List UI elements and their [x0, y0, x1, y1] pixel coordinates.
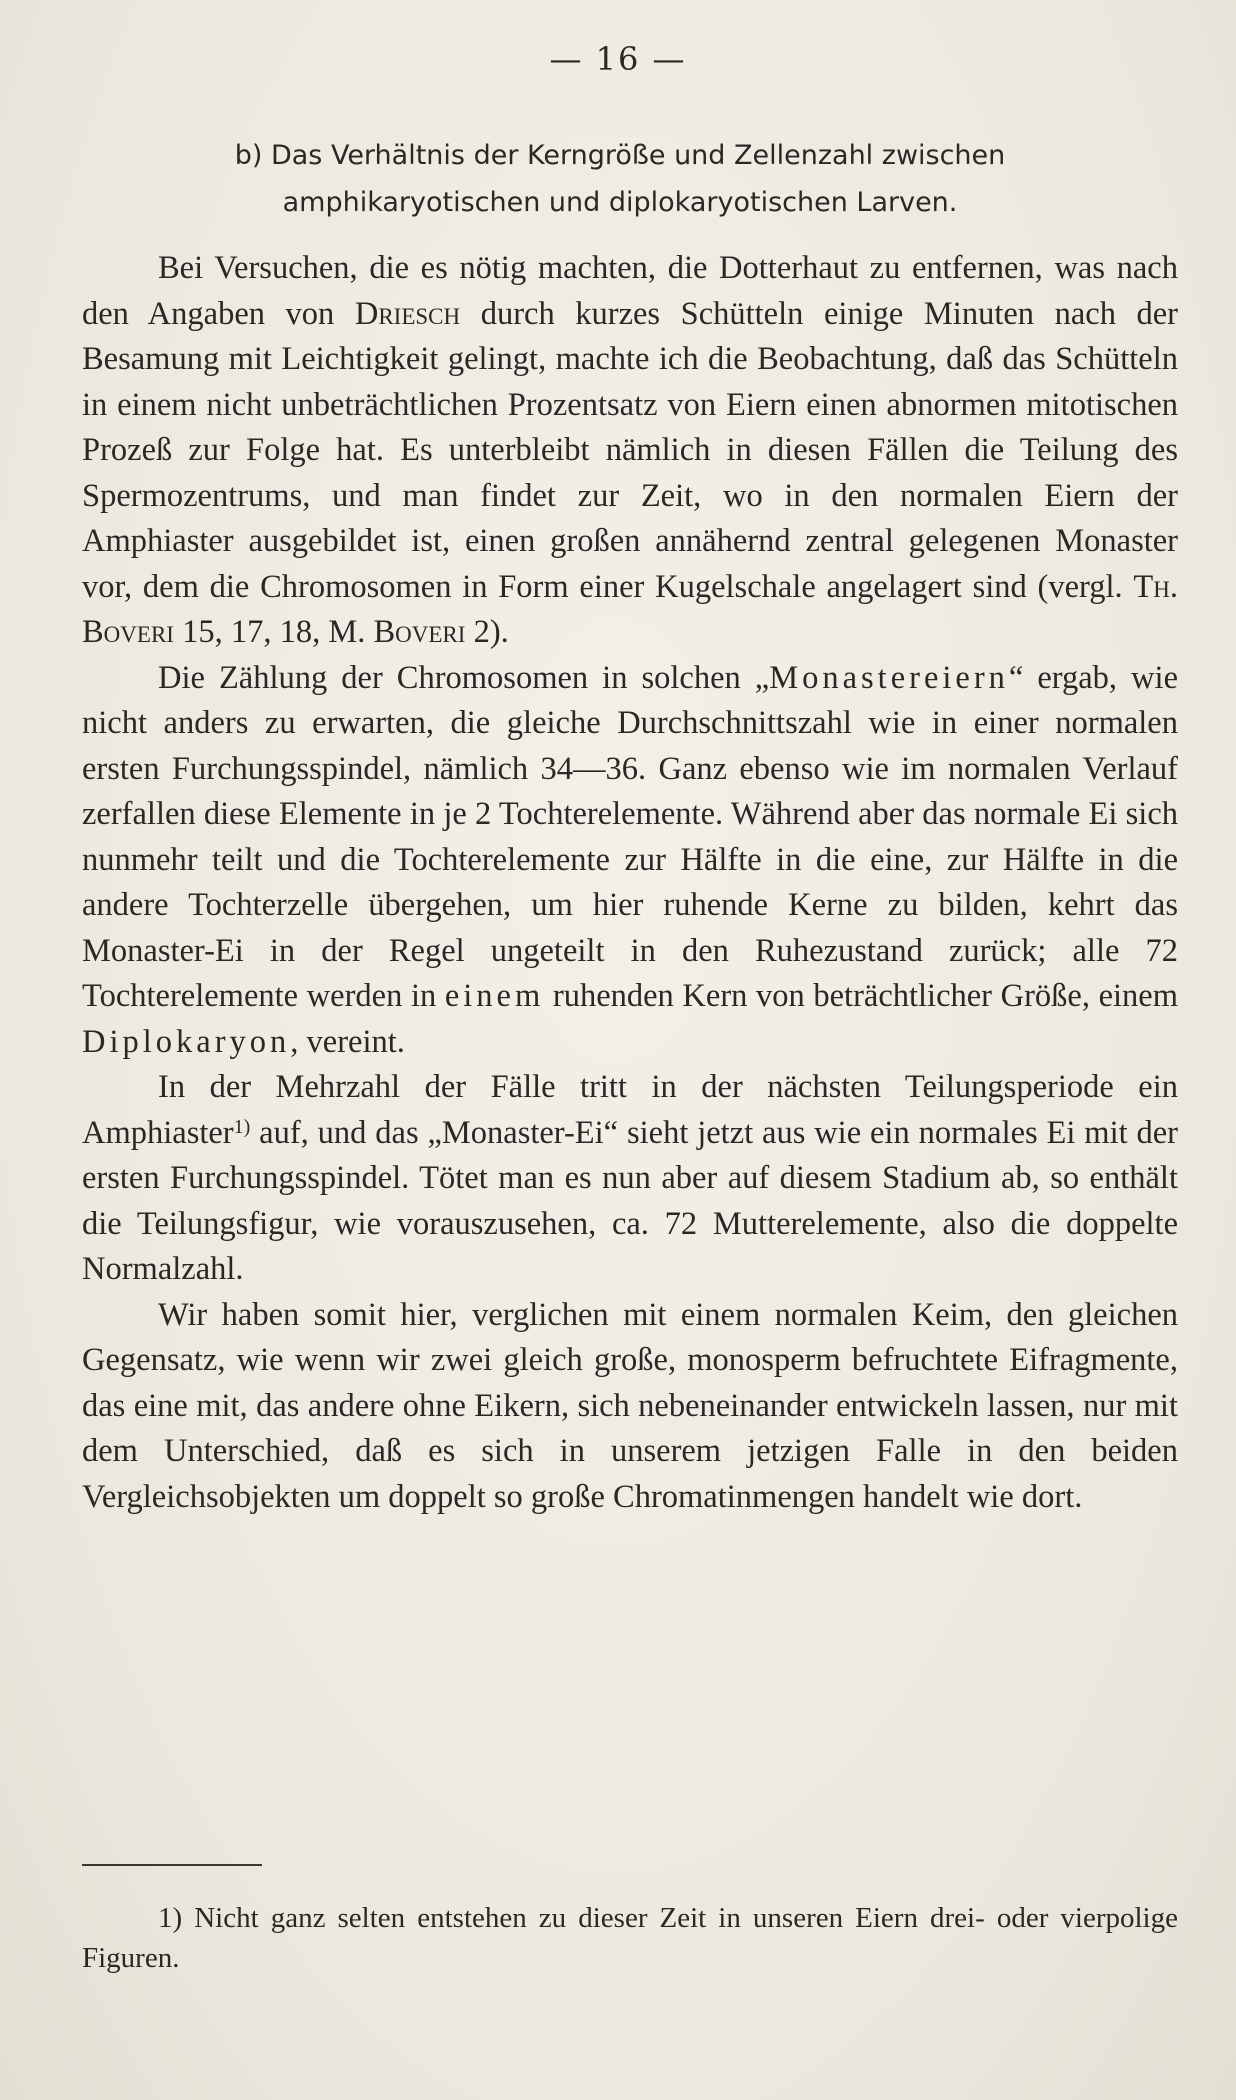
spaced-term-einem: einem	[444, 978, 545, 1014]
paragraph-2	[82, 656, 1178, 1066]
footnote-marker: 1)	[158, 1902, 183, 1934]
paragraph-4: Wir haben somit hier, verglichen mit einem normalen Keim, den gleichen Gegensatz, wie wenn wir zwei gleich große, monosperm befruchtete Eifragmente, das eine mit, das andere ohne Eikern, sich nebeneinander entwickeln lassen, nur mit dem Unterschied, daß es sich in unserem jetzigen Falle in den beiden Vergleichsobjekten um doppelt so große Chromatinmengen handelt wie dort.	[82, 1296, 1178, 1515]
text-run: 2).	[465, 614, 509, 650]
text-run: 15, 17, 18, M.	[173, 614, 374, 650]
paragraph-3	[82, 1065, 1178, 1293]
section-heading	[120, 132, 1120, 226]
text-run: durch kurzes Schütteln einige Minuten nach der Besamung mit Leichtigkeit gelingt, machte ich die Beobachtung, daß das Schütteln in einem nicht unbeträchtlichen Prozentsatz von Eiern einen abnormen mitotischen Prozeß zur Folge hat. Es unterbleibt nämlich in diesen Fällen die Teilung des Spermozentrums, und man findet zur Zeit, wo in den normalen Eiern der Amphiaster ausgebildet ist, einen großen annähernd zentral gelegenen Monaster vor, dem die Chromosomen in Form einer Kugelschale angelagert sind (vergl.	[82, 295, 1178, 605]
text-run: Die Zählung der Chromosomen in solchen „	[158, 659, 770, 696]
text-run: ruhenden Kern von beträchtlicher Größe, einem	[544, 978, 1178, 1014]
footnote-reference[interactable]: 1)	[233, 1115, 251, 1138]
footnote-divider	[82, 1864, 262, 1866]
body-text	[82, 246, 1178, 1520]
author-name-driesch: Driesch	[354, 295, 461, 332]
text-run: “ ergab, wie nicht anders zu erwarten, die gleiche Durchschnittszahl wie in einer normalen ersten Furchungsspindel, nämlich 34—36. Ganz ebenso wie im normalen Verlauf zerfallen diese Elemente in je 2 Tochterelemente. Während aber das normale Ei sich nunmehr teilt und die Tochterelemente zur Hälfte in die eine, zur Hälfte in die andere Tochterzelle übergehen, um hier ruhende Kerne zu bilden, kehrt das Monaster-Ei in der Regel ungeteilt in den Ruhezustand zurück; alle 72 Tochterelemente werden in	[82, 659, 1179, 1014]
page-number: — 16 —	[549, 40, 687, 78]
text-run: Bei Versuchen, die es nötig machten, die Dotterhaut zu entfernen, was nach den Angaben von	[82, 250, 1178, 332]
spaced-term-diplokaryon: Diplokaryon	[82, 1023, 291, 1060]
paragraph-1	[82, 246, 1178, 656]
section-heading-line-1: b) Das Verhältnis der Kerngröße und Zellenzahl zwischen	[234, 140, 1006, 171]
section-heading-line-2: amphikaryotischen und diplokaryotischen Larven.	[282, 187, 958, 218]
footnote	[82, 1898, 1178, 1978]
text-run: auf, und das „Monaster-Ei“ sieht jetzt aus wie ein normales Ei mit der ersten Furchungsspindel. Tötet man es nun aber auf diesem Stadium ab, so enthält die Teilungsfigur, wie vorauszusehen, ca. 72 Mutterelemente, also die doppelte Normalzahl.	[82, 1114, 1178, 1287]
text-run: , vereint.	[290, 1023, 405, 1060]
author-name-th-boveri: Th. Boveri	[82, 568, 1178, 650]
footnote-text: Nicht ganz selten entstehen zu dieser Zeit in unseren Eiern drei- oder vierpolige Figuren.	[82, 1902, 1178, 1974]
text-run: In der Mehrzahl der Fälle tritt in der nächsten Teilungsperiode ein Amphiaster	[82, 1069, 1178, 1151]
author-name-m-boveri: Boveri	[373, 614, 466, 650]
spaced-term-monastereiern: Monastereiern	[769, 659, 1009, 696]
